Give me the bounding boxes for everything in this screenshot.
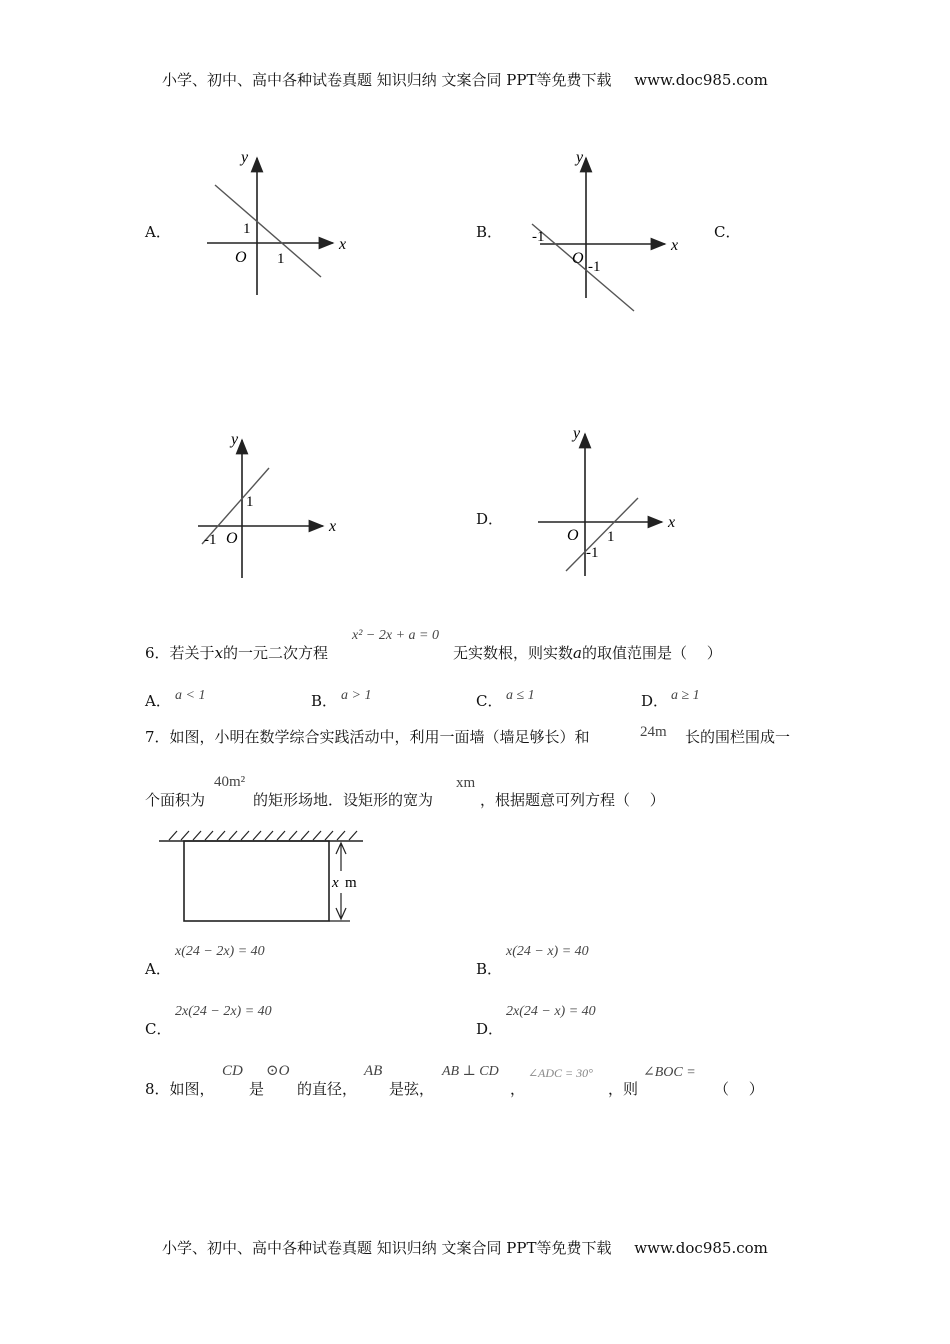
q7-option-c <box>145 1018 171 1039</box>
header-site: www.doc985.com <box>634 71 768 89</box>
q6-option-c <box>476 690 502 711</box>
axis-x-label: x <box>339 236 347 253</box>
q6-text-mid: 的一元二次方程 <box>223 644 329 662</box>
q7-option-d-expr: 2x(24 − x) = 40 <box>506 1004 596 1019</box>
q6-number: 6． <box>145 644 170 662</box>
q6-option-d-expr: a ≥ 1 <box>671 688 700 703</box>
q7-option-b <box>476 958 502 979</box>
dimension-label-x: x <box>332 875 339 891</box>
y-intercept-label: -1 <box>586 545 599 561</box>
origin-label: O <box>235 249 247 266</box>
q8-text-5: ， <box>510 1080 526 1098</box>
q5-option-a-label: A． <box>145 223 171 241</box>
q7-option-b-expr: x(24 − x) = 40 <box>506 944 589 959</box>
graph-d <box>530 420 700 590</box>
dimension-label-m: m <box>345 875 357 891</box>
q8-stem-start <box>145 1078 215 1099</box>
q5-option-b-label: B． <box>476 223 503 241</box>
axis-y-label: y <box>576 149 584 166</box>
x-intercept-label: -1 <box>532 229 545 245</box>
q6-stem <box>145 642 328 663</box>
q7-option-a-expr: x(24 − 2x) = 40 <box>175 944 265 959</box>
q7-text-1a: 如图，小明在数学综合实践活动中，利用一面墙（墙足够长）和 <box>169 728 590 746</box>
axis-x-label: x <box>668 514 676 531</box>
q7-text-1b: 长的围栏围成一 <box>685 728 791 746</box>
q6-option-b-expr: a > 1 <box>341 688 372 703</box>
q7-stem-line1 <box>145 726 590 747</box>
axis-y-label: y <box>241 149 249 166</box>
q8-circle: ⊙O <box>266 1063 290 1079</box>
q6-text-post2: 的取值范围是（ ） <box>581 644 722 662</box>
option-label: D． <box>641 692 669 710</box>
q6-text-post1: 无实数根，则实数 <box>453 644 574 662</box>
axis-y-label: y <box>573 425 581 442</box>
x-intercept-label: -1 <box>204 532 217 548</box>
q8-perp: AB ⊥ CD <box>442 1064 499 1079</box>
option-label: B． <box>311 692 338 710</box>
q8-paren: （ ） <box>714 1080 764 1098</box>
q7-width: xm <box>456 775 476 791</box>
graph-c <box>190 420 360 590</box>
q7-option-c-expr: 2x(24 − 2x) = 40 <box>175 1004 272 1019</box>
fence-rectangle <box>184 841 329 921</box>
x-intercept-label: 1 <box>277 251 285 267</box>
option-label: A． <box>145 692 171 710</box>
graph-a <box>195 140 365 310</box>
q7-option-a <box>145 958 171 979</box>
option-label: D． <box>476 1020 504 1038</box>
q6-option-c-expr: a ≤ 1 <box>506 688 535 703</box>
footer-site: www.doc985.com <box>634 1239 768 1257</box>
y-intercept-label: -1 <box>588 259 601 275</box>
y-intercept-label: 1 <box>243 221 251 237</box>
y-intercept-label: 1 <box>246 494 254 510</box>
q6-equation: x² − 2x + a = 0 <box>352 628 439 643</box>
q6-option-a <box>145 690 171 711</box>
origin-label: O <box>572 250 584 267</box>
page-header <box>162 69 768 90</box>
q7-area: 40m² <box>214 774 246 790</box>
q7-length: 24m <box>640 724 667 740</box>
line-graph <box>215 185 321 277</box>
q6-text-pre: 若关于 <box>169 644 215 662</box>
option-label: A． <box>145 960 171 978</box>
page-footer <box>162 1237 768 1258</box>
q7-text-2a: 个面积为 <box>145 791 206 809</box>
q6-option-d <box>641 690 668 711</box>
option-label: C． <box>476 692 503 710</box>
origin-label: O <box>567 527 579 544</box>
q8-text-2: 是 <box>249 1080 265 1098</box>
q7-text-2c: ，根据题意可列方程（ ） <box>480 791 665 809</box>
option-label: C． <box>145 1020 172 1038</box>
q8-ab: AB <box>364 1063 383 1079</box>
wall-hatching <box>169 831 357 840</box>
origin-label: O <box>226 530 238 547</box>
footer-text: 小学、初中、高中各种试卷真题 知识归纳 文案合同 PPT等免费下载 <box>162 1239 612 1257</box>
axis-x-label: x <box>671 237 679 254</box>
graph-b <box>520 140 700 320</box>
q6-option-b <box>311 690 337 711</box>
q6-stem-tail <box>453 642 722 663</box>
q7-text-2b: 的矩形场地．设矩形的宽为 <box>253 791 434 809</box>
q6-option-a-expr: a < 1 <box>175 688 206 703</box>
q7-figure <box>155 826 370 930</box>
q8-text-1: 如图， <box>169 1080 215 1098</box>
q7-option-d <box>476 1018 503 1039</box>
q8-text-4: 是弦， <box>389 1080 435 1098</box>
axis-y-label: y <box>231 431 239 448</box>
axis-x-label: x <box>329 518 337 535</box>
q5-option-c-label: C． <box>714 223 741 241</box>
q8-number: 8． <box>145 1080 170 1098</box>
option-label: B． <box>476 960 503 978</box>
header-text: 小学、初中、高中各种试卷真题 知识归纳 文案合同 PPT等免费下载 <box>162 71 612 89</box>
q8-text-6: ，则 <box>608 1080 639 1098</box>
q8-text-3: 的直径， <box>297 1080 358 1098</box>
x-intercept-label: 1 <box>607 529 615 545</box>
q6-var-x: x <box>214 644 224 662</box>
q6-var-a: a <box>573 644 582 662</box>
q5-option-d-label: D． <box>476 510 504 528</box>
q8-angle: ∠ADC = 30° <box>528 1066 593 1080</box>
q8-cd: CD <box>222 1063 243 1079</box>
line-graph <box>532 224 634 311</box>
q7-number: 7． <box>145 728 170 746</box>
q8-ask: ∠BOC = <box>643 1065 696 1080</box>
